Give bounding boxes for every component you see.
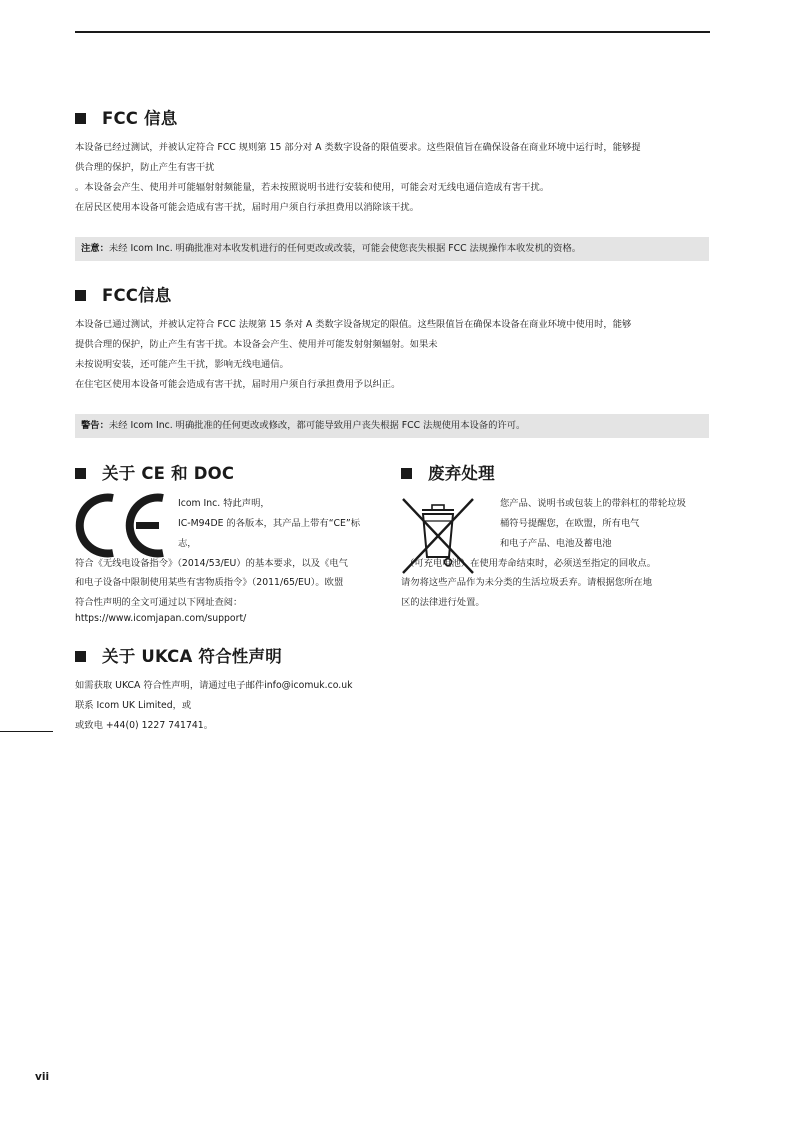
disposal-line-5: 请勿将这些产品作为未分类的生活垃圾丢弃。请根据您所在地 bbox=[401, 577, 653, 588]
fcc1-line-1: 本设备已经过测试，并被认定符合 FCC 规则第 15 部分对 A 类数字设备的限值要求。这些限值旨在确保设备在商业环境中运行时，能够提 bbox=[75, 142, 641, 153]
fcc2-note bbox=[75, 414, 709, 438]
fcc-heading-1-text: FCC 信息 bbox=[102, 109, 178, 128]
ce-line-1: Icom Inc. 特此声明， bbox=[178, 498, 270, 509]
disposal-heading bbox=[401, 464, 495, 484]
margin-rule bbox=[0, 731, 53, 732]
page-number: vii bbox=[35, 1071, 50, 1083]
fcc1-note-label: 注意： bbox=[81, 243, 109, 254]
fcc2-line-4: 在住宅区使用本设备可能会造成有害干扰，届时用户须自行承担费用予以纠正。 bbox=[75, 379, 401, 390]
heading-bullet-icon bbox=[75, 468, 86, 479]
disposal-heading-text: 废弃处理 bbox=[428, 464, 495, 483]
ce-heading bbox=[75, 464, 234, 484]
ce-line-2: IC-M94DE 的各版本，其产品上带有“CE”标 bbox=[178, 518, 360, 529]
fcc-heading-1 bbox=[75, 109, 177, 129]
fcc1-note bbox=[75, 237, 709, 261]
fcc2-line-3: 未按说明安装，还可能产生干扰，影响无线电通信。 bbox=[75, 359, 289, 370]
ce-support-url: https://www.icomjapan.com/support/ bbox=[75, 613, 247, 624]
ce-line-6: 符合性声明的全文可通过以下网址查阅： bbox=[75, 597, 243, 608]
ukca-heading bbox=[75, 647, 282, 667]
disposal-line-4: （可充电电池）在使用寿命结束时，必须送至指定的回收点。 bbox=[405, 558, 657, 569]
fcc1-note-text: 未经 Icom Inc. 明确批准对本收发机进行的任何更改或改装，可能会使您丧失根据 FCC 法规操作本收发机的资格。 bbox=[108, 243, 582, 254]
ce-line-5: 和电子设备中限制使用某些有害物质指令》（2011/65/EU）。欧盟 bbox=[75, 577, 344, 588]
ukca-heading-text: 关于 UKCA 符合性声明 bbox=[102, 647, 282, 666]
heading-bullet-icon bbox=[75, 290, 86, 301]
top-rule bbox=[75, 31, 710, 33]
fcc1-line-3: 。本设备会产生、使用并可能辐射射频能量，若未按照说明书进行安装和使用，可能会对无线电通信造成有害干扰。 bbox=[75, 182, 550, 193]
ukca-line-2: 联系 Icom UK Limited，或 bbox=[75, 700, 192, 711]
fcc1-line-2: 供合理的保护，防止产生有害干扰 bbox=[75, 162, 215, 173]
heading-bullet-icon bbox=[75, 113, 86, 124]
fcc-heading-2-text: FCC信息 bbox=[102, 286, 172, 305]
fcc2-note-text: 未经 Icom Inc. 明确批准的任何更改或修改，都可能导致用户丧失根据 FCC 法规使用本设备的许可。 bbox=[108, 420, 526, 431]
disposal-line-2: 桶符号提醒您，在欧盟，所有电气 bbox=[500, 518, 640, 529]
ce-line-4: 符合《无线电设备指令》（2014/53/EU）的基本要求，以及《电气 bbox=[75, 558, 348, 569]
fcc2-line-1: 本设备已通过测试，并被认定符合 FCC 法规第 15 条对 A 类数字设备规定的限值。这些限值旨在确保本设备在商业环境中使用时，能够 bbox=[75, 319, 632, 330]
disposal-line-1: 您产品、说明书或包装上的带斜杠的带轮垃圾 bbox=[500, 498, 686, 509]
disposal-line-6: 区的法律进行处置。 bbox=[401, 597, 485, 608]
fcc-heading-2 bbox=[75, 286, 172, 306]
ukca-line-3: 或致电 +44(0) 1227 741741。 bbox=[75, 720, 213, 731]
fcc2-line-2: 提供合理的保护，防止产生有害干扰。本设备会产生、使用并可能发射射频辐射。如果未 bbox=[75, 339, 438, 350]
fcc1-note-box bbox=[75, 237, 709, 261]
heading-bullet-icon bbox=[401, 468, 412, 479]
fcc2-note-label: 警告： bbox=[81, 420, 109, 431]
disposal-line-3: 和电子产品、电池及蓄电池 bbox=[500, 538, 612, 549]
ce-line-3: 志， bbox=[178, 538, 197, 549]
heading-bullet-icon bbox=[75, 651, 86, 662]
fcc1-line-4: 在居民区使用本设备可能会造成有害干扰，届时用户须自行承担费用以消除该干扰。 bbox=[75, 202, 419, 213]
fcc2-note-box bbox=[75, 414, 709, 438]
ukca-line-1: 如需获取 UKCA 符合性声明，请通过电子邮件info@icomuk.co.uk bbox=[75, 680, 353, 691]
ce-heading-text: 关于 CE 和 DOC bbox=[102, 464, 235, 483]
ce-mark-icon bbox=[75, 493, 165, 558]
